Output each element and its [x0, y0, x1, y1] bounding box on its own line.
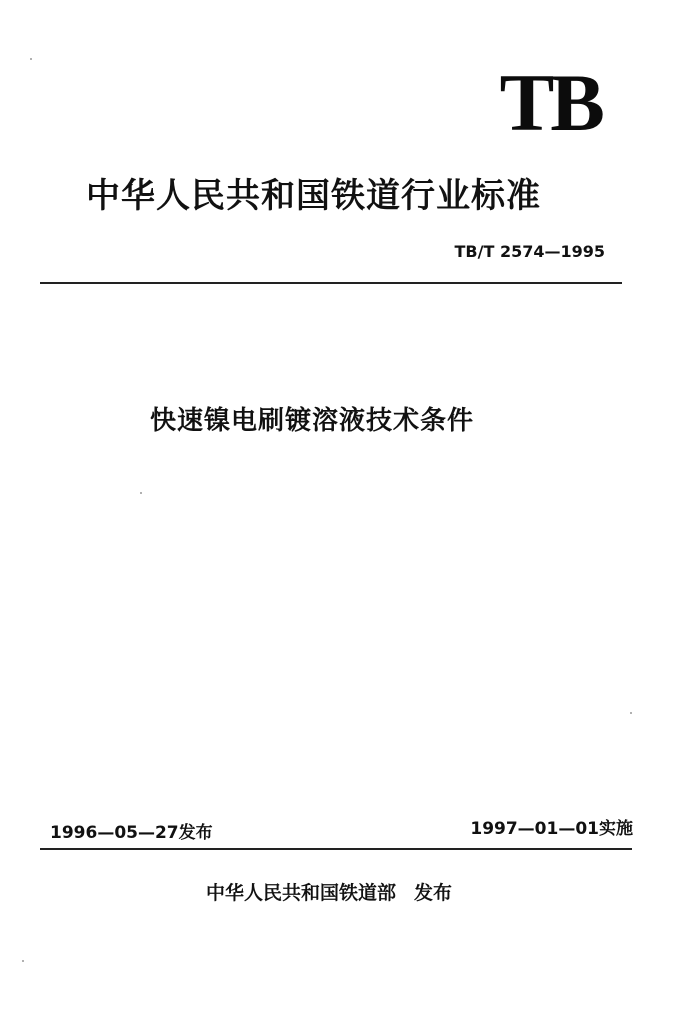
footer-divider	[40, 848, 632, 850]
issuer-label: 发布	[414, 882, 453, 904]
scan-speck	[22, 960, 24, 962]
industry-standard-heading: 中华人民共和国铁道行业标准	[86, 176, 541, 216]
issuer-line	[206, 878, 452, 905]
implement-date: 1997—01—01	[470, 819, 599, 839]
scan-speck	[140, 492, 142, 494]
issuer-name: 中华人民共和国铁道部	[206, 882, 397, 904]
header-divider	[40, 282, 622, 284]
scan-speck	[630, 712, 632, 714]
scan-speck	[30, 58, 32, 60]
publish-label: 发布	[178, 823, 213, 843]
implement-line	[470, 814, 633, 839]
document-title: 快速镍电刷镀溶液技术条件	[150, 406, 475, 436]
implement-label: 实施	[599, 819, 633, 839]
publish-line	[50, 818, 213, 843]
publish-date: 1996—05—27	[50, 823, 179, 843]
standard-code: TB/T 2574—1995	[454, 242, 605, 261]
tb-logo: TB	[499, 57, 601, 148]
